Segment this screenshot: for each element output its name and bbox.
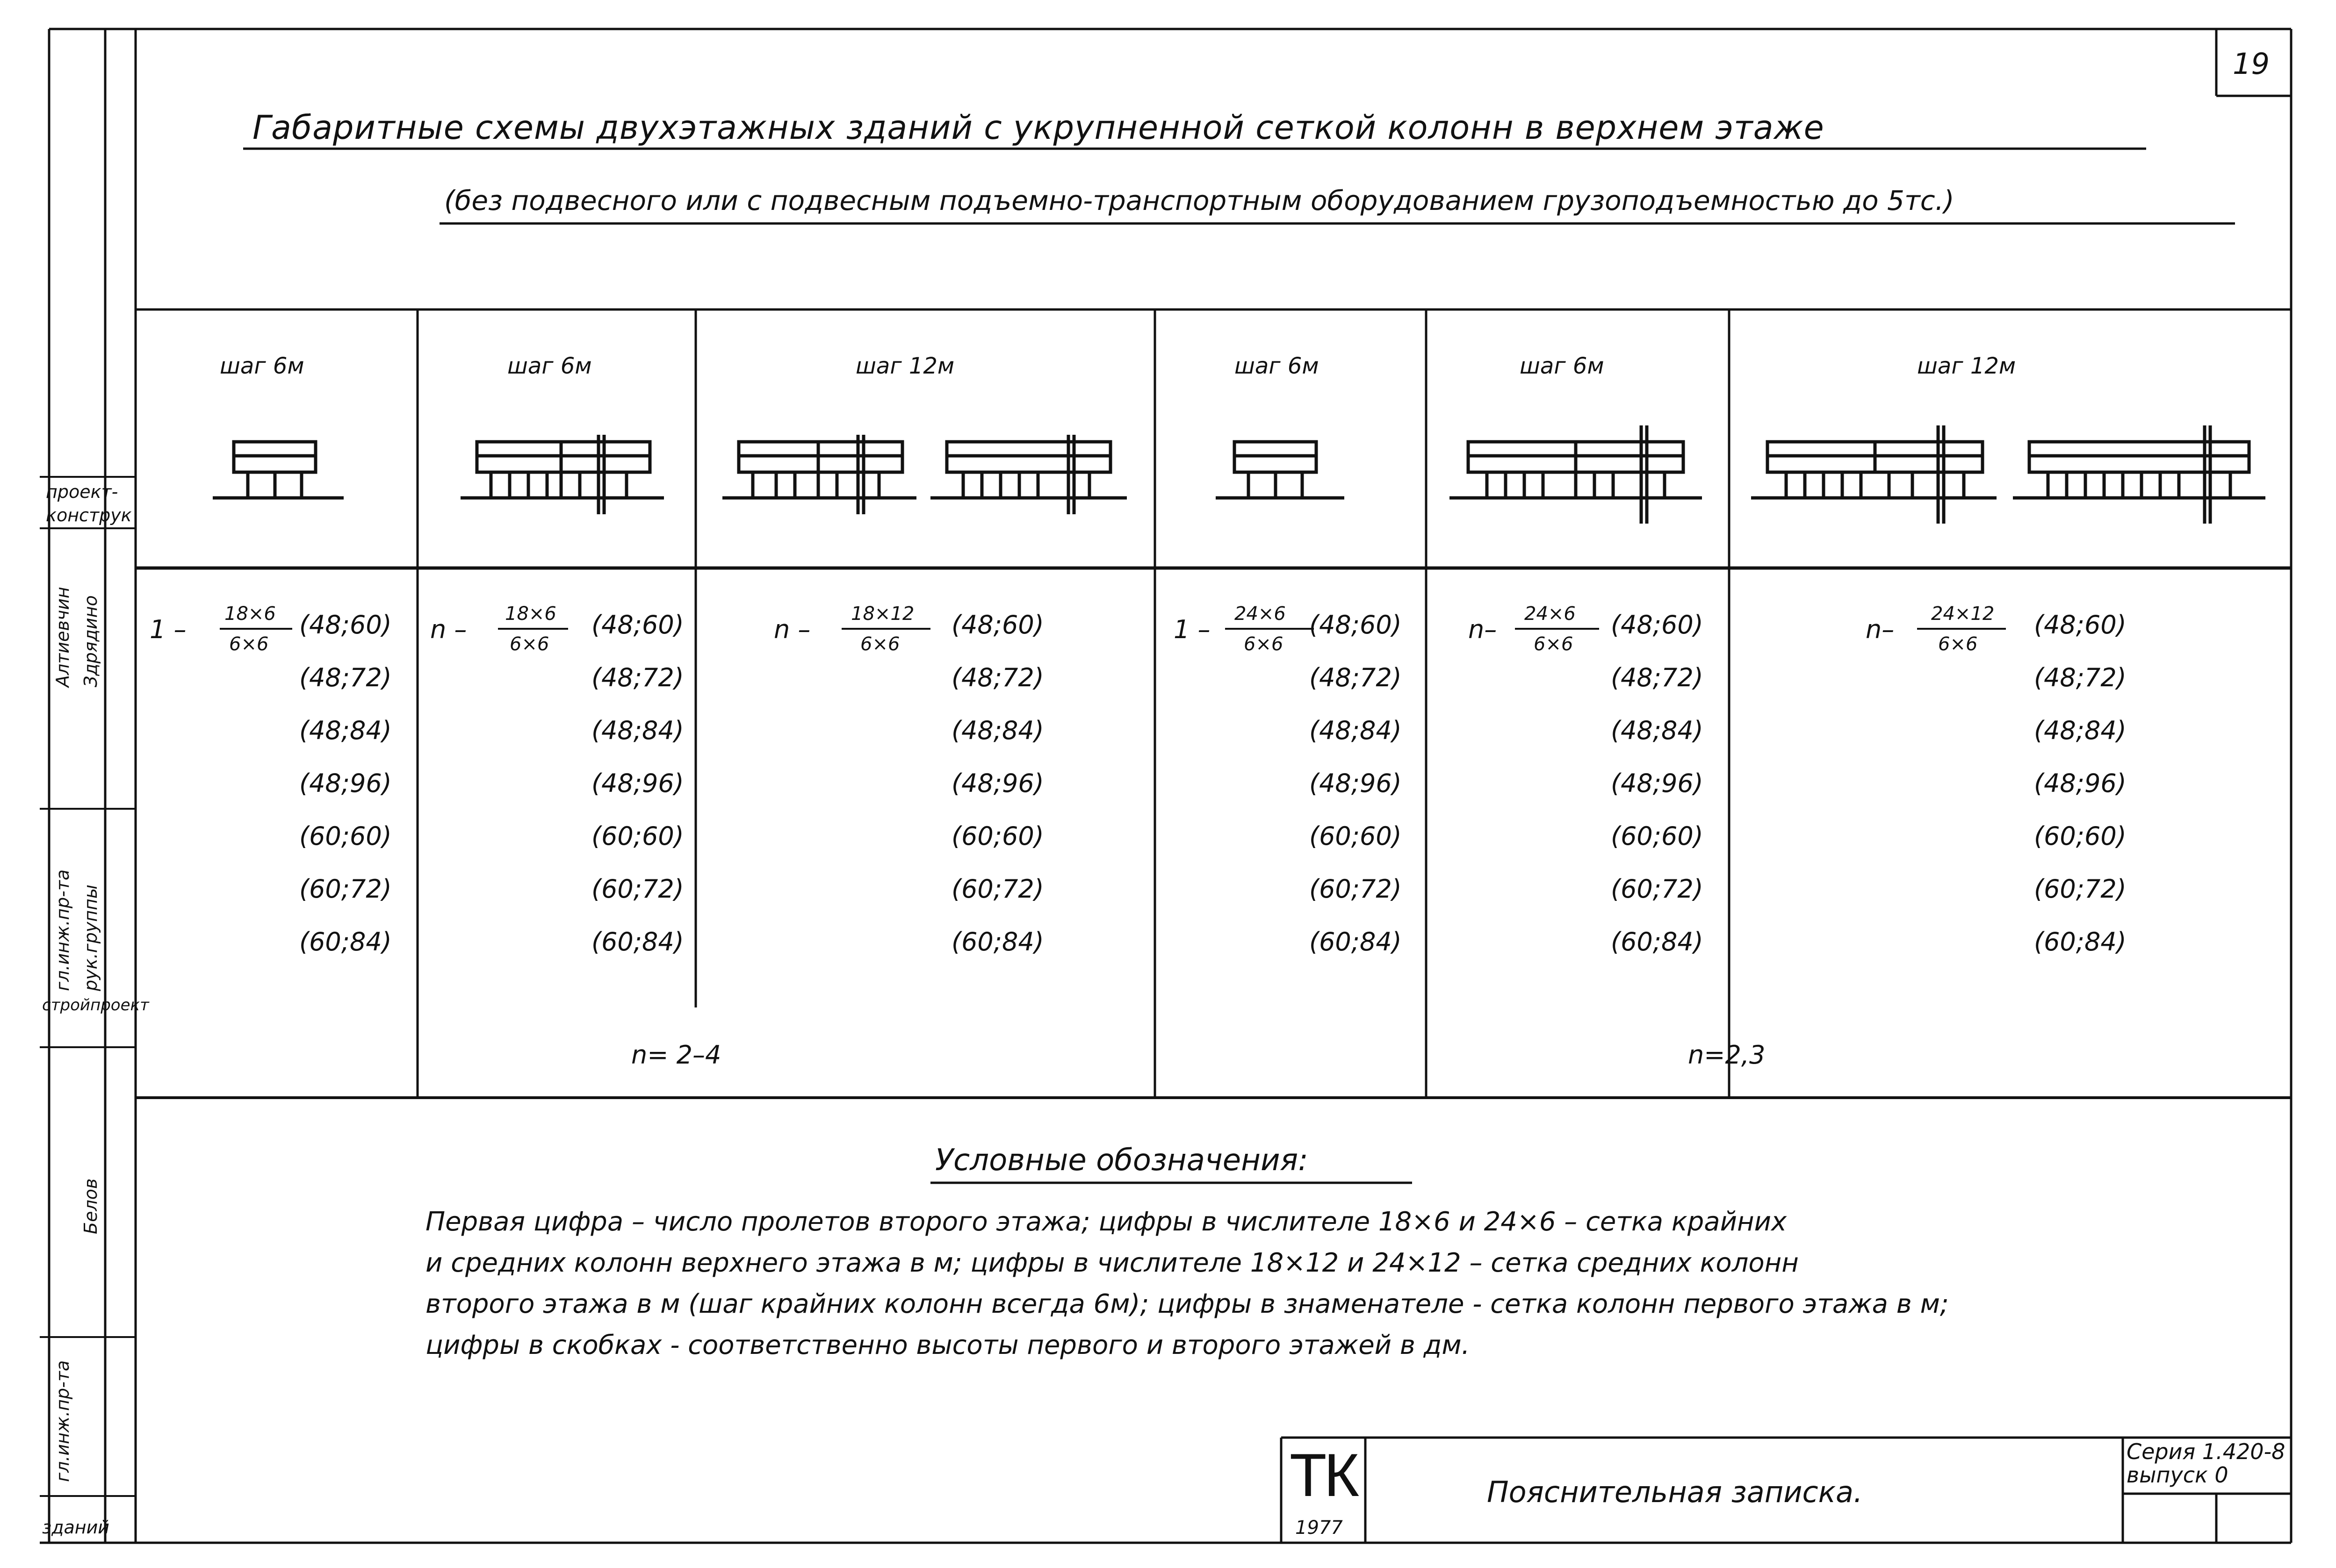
denominator-col6: 6×6 [1938,633,1978,655]
stamp-issue: выпуск 0 [2127,1462,2228,1488]
formula-prefix-col5: n– [1468,615,1497,644]
height-pair: (48;84) [299,716,392,745]
height-pair: (60;60) [952,821,1044,851]
formula-prefix-col3: n – [774,615,811,644]
height-pair: (48;60) [591,610,684,640]
height-pair: (60;72) [591,874,684,904]
numerator-col6: 24×12 [1931,603,1995,625]
height-pair: (48;84) [1611,716,1703,745]
step-label-col6: шаг 12м [1917,353,2016,379]
legend-line-3: второго этажа в м (шаг крайних колонн всегда 6м); цифры в знаменателе - сетка колонн первого этажа в м; [425,1289,1949,1319]
sidebar-label-9: гл.инж.пр-та [52,1360,73,1482]
height-pair: (60;72) [1309,874,1402,904]
n-note-left: n= 2–4 [631,1040,721,1070]
scheme-col2 [461,435,664,514]
sidebar-label-1: проект- [46,482,118,502]
height-pair: (60;60) [1611,821,1703,851]
step-label-col5: шаг 6м [1520,353,1604,379]
height-pair: (48;96) [299,769,392,798]
numerator-col5: 24×6 [1524,603,1576,625]
scheme-col3a [722,435,916,514]
legend-heading: Условные обозначения: [935,1143,1308,1178]
height-pair: (60;60) [591,821,684,851]
height-pair: (48;72) [1611,663,1703,692]
denominator-col5: 6×6 [1534,633,1573,655]
height-pair: (48;84) [952,716,1044,745]
numerator-col3: 18×12 [851,603,915,625]
height-pair: (48;72) [591,663,684,692]
stamp-title: Пояснительная записка. [1487,1475,1863,1509]
height-pair: (60;72) [952,874,1044,904]
sidebar-label-4: Здрядино [80,595,101,687]
height-pair: (60;84) [2034,927,2127,957]
numerator-col4: 24×6 [1234,603,1286,625]
height-pair: (48;84) [591,716,684,745]
height-pair: (48;96) [1611,769,1703,798]
height-pair: (48;84) [2034,716,2127,745]
step-label-col3: шаг 12м [856,353,955,379]
height-pair: (60;72) [299,874,392,904]
legend-line-2: и средних колонн верхнего этажа в м; цифры в числителе 18×12 и 24×12 – сетка средних колонн [425,1248,1799,1278]
step-label-col4: шаг 6м [1234,353,1319,379]
height-pair: (48;60) [299,610,392,640]
sheet-number: 19 [2233,47,2270,81]
height-pair: (60;72) [1611,874,1703,904]
height-pair: (48;72) [1309,663,1402,692]
height-pair: (60;60) [1309,821,1402,851]
stamp-logo: ТК [1290,1441,1357,1509]
height-pair: (60;84) [299,927,392,957]
height-pair: (60;60) [2034,821,2127,851]
sidebar-label-7: стройпроект [42,996,149,1014]
height-pair: (60;84) [1309,927,1402,957]
scheme-col5 [1449,425,1702,524]
formula-prefix-col2: n – [430,615,467,644]
scheme-col1 [213,442,344,498]
height-pair: (48;60) [2034,610,2127,640]
scheme-col4 [1216,442,1344,498]
legend-line-1: Первая цифра – число пролетов второго этажа; цифры в числителе 18×6 и 24×6 – сетка крайних [425,1207,1787,1237]
denominator-col2: 6×6 [510,633,549,655]
numerator-col1: 18×6 [224,603,276,625]
height-pair: (48;60) [1309,610,1402,640]
step-label-col2: шаг 6м [507,353,592,379]
height-pair: (48;72) [952,663,1044,692]
step-label-col1: шаг 6м [220,353,304,379]
page-subtitle: (без подвесного или с подвесным подъемно-транспортным оборудованием грузоподъемностью до 5тс.) [444,185,1954,216]
formula-prefix-col4: 1 – [1174,615,1211,644]
n-note-right: n=2,3 [1688,1040,1766,1070]
height-pair: (48;96) [1309,769,1402,798]
sidebar-label-6: рук.группы [80,885,101,991]
denominator-col4: 6×6 [1244,633,1283,655]
height-pair: (48;72) [2034,663,2127,692]
formula-prefix-col1: 1 – [150,615,187,644]
sidebar-label-5: гл.инж.пр-та [52,869,73,991]
sidebar-label-10: зданий [42,1517,110,1538]
height-pair: (48;96) [591,769,684,798]
height-pair: (48;60) [952,610,1044,640]
height-pair: (48;72) [299,663,392,692]
height-pair: (60;60) [299,821,392,851]
sidebar-label-3: Алтиевчин [52,587,73,687]
height-pair: (48;96) [952,769,1044,798]
scheme-col6b [2013,425,2265,524]
sidebar-label-8: Белов [80,1178,101,1234]
stamp-year: 1977 [1295,1517,1343,1539]
numerator-col2: 18×6 [505,603,556,625]
height-pair: (60;84) [1611,927,1703,957]
denominator-col1: 6×6 [229,633,269,655]
building-schemes [213,425,2265,629]
height-pair: (48;96) [2034,769,2127,798]
height-pair: (60;84) [591,927,684,957]
height-pair: (48;84) [1309,716,1402,745]
height-pair: (60;72) [2034,874,2127,904]
scheme-col3b [930,435,1127,514]
scheme-col6a [1751,425,1997,524]
legend-line-4: цифры в скобках - соответственно высоты первого и второго этажей в дм. [425,1330,1470,1360]
formula-prefix-col6: n– [1866,615,1895,644]
stamp-series: Серия 1.420-8 [2127,1439,2286,1464]
page-title: Габаритные схемы двухэтажных зданий с укрупненной сеткой колонн в верхнем этаже [252,108,1824,147]
denominator-col3: 6×6 [860,633,900,655]
height-pair: (48;60) [1611,610,1703,640]
sidebar-label-2: конструк [46,505,132,525]
height-pair: (60;84) [952,927,1044,957]
